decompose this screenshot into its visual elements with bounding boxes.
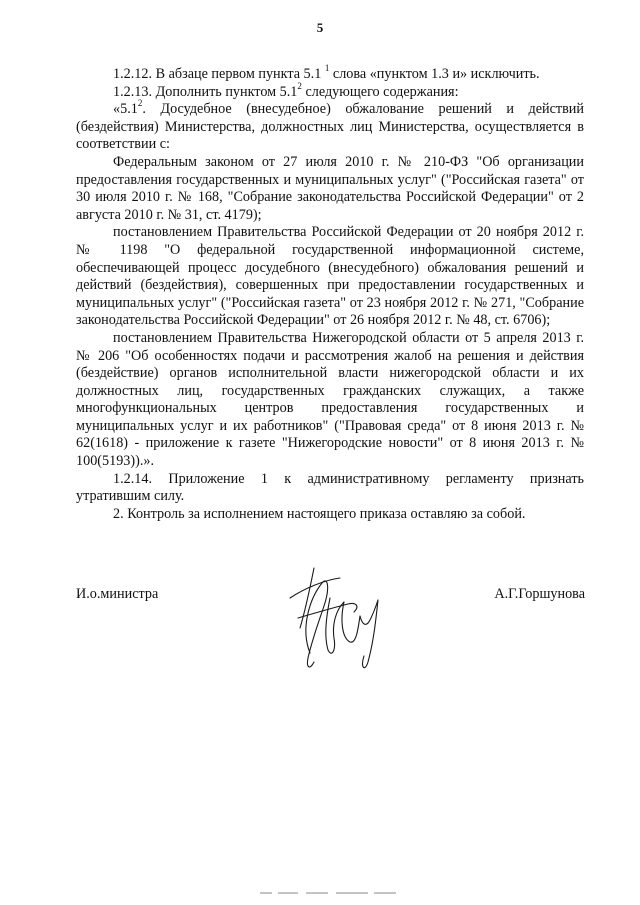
signer-name: А.Г.Горшунова	[494, 586, 585, 602]
paragraph-1-2-13: 1.2.13. Дополнить пунктом $5.1^2$ следующего содержания:	[113, 80, 459, 100]
paragraph-2-control: 2. Контроль за исполнением настоящего приказа оставляю за собой.	[113, 505, 526, 522]
paragraph-1-2-14: 1.2.14. Приложение 1 к административному регламенту признать утратившим силу.	[76, 470, 584, 505]
signature-block	[0, 578, 640, 688]
scan-edge-marks	[258, 888, 398, 898]
paragraph-rf-resolution: постановлением Правительства Российской Федерации от 20 ноября 2012 г. № 1198 "О федеральной государственной информационной системе, обеспечивающей процесс досудебного (внесудебного) обжалования решений и действий (бездействия), совершенных при предоставлении государственных и муниципальных услуг" ("Российская газета" от 23 ноября 2012 г. № 271, "Собрание законодательства Российской Федерации" от 26 ноября 2012 г. № 48, ст. 6706);	[76, 224, 584, 329]
paragraph-1-2-12: 1.2.12. В абзаце первом пункта 5.1 $^1$ слова «пунктом 1.3 и» исключить.	[113, 63, 540, 82]
handwritten-signature	[270, 558, 410, 678]
page-number: 5	[316, 20, 324, 35]
paragraph-federal-law: Федеральным законом от 27 июля 2010 г. № 210-ФЗ "Об организации предоставления государственных и муниципальных услуг" ("Российская газета" от 30 июля 2010 г. № 168, "Собрание законодательства Российской Федерации" от 2 августа 2010 г. № 31, ст. 4179);	[76, 153, 584, 223]
paragraph-5-1-2: «$5.1^2$. Досудебное (внесудебное) обжалование решений и действий (бездействия) Министерства, должностных лиц Министерства, осуществляется в соответствии с:	[76, 98, 584, 153]
paragraph-regional-resolution: постановлением Правительства Нижегородской области от 5 апреля 2013 г. № 206 "Об особенностях подачи и рассмотрения жалоб на решения и действия (бездействие) органов исполнительной власти нижегородской области и их должностных лиц, государственных гражданских служащих, а также многофункциональных центров предоставления государственных и муниципальных услуг и их работников" ("Правовая среда" от 8 июня 2013 г. № 62(1618) - приложение к газете "Нижегородские новости" от 8 июня 2013 г. № 100(5193)).».	[76, 329, 584, 470]
position-title: И.о.министра	[76, 586, 159, 602]
document-body	[76, 63, 584, 523]
